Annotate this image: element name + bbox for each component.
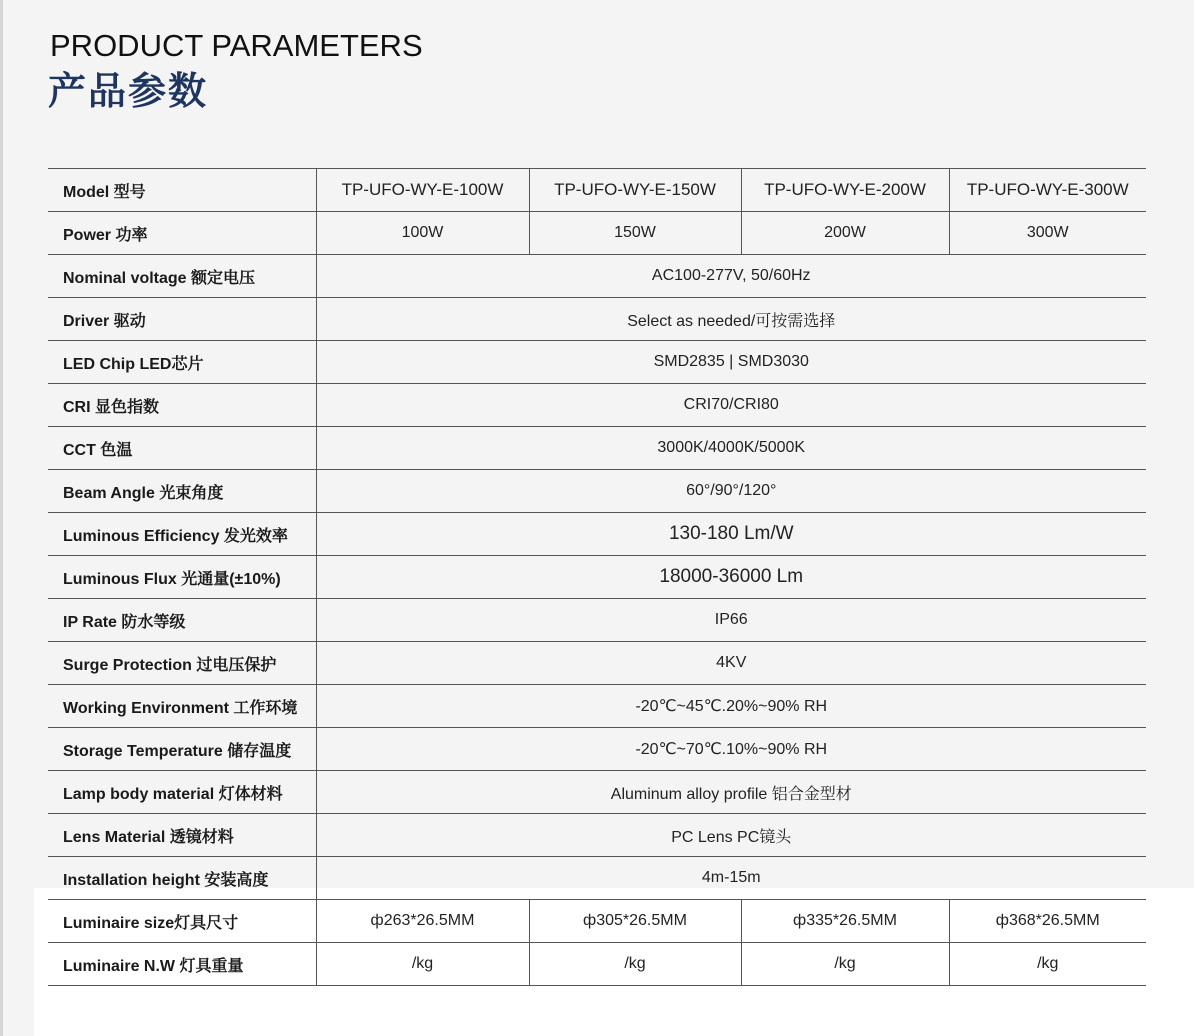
page-title-english: PRODUCT PARAMETERS — [50, 28, 423, 63]
row-label: Nominal voltage 额定电压 — [48, 255, 316, 298]
table-row-storage-temperature — [48, 728, 1146, 771]
row-value: Select as needed/可按需选择 — [316, 298, 1146, 341]
model-150w: TP-UFO-WY-E-150W — [529, 169, 741, 212]
table-row-installation-height — [48, 857, 1146, 900]
row-value: 60°/90°/120° — [316, 470, 1146, 513]
row-label: Model 型号 — [48, 169, 316, 212]
row-label: Storage Temperature 储存温度 — [48, 728, 316, 771]
weight-200w: /kg — [741, 943, 949, 986]
weight-150w: /kg — [529, 943, 741, 986]
size-150w: ф305*26.5MM — [529, 900, 741, 943]
row-label: Installation height 安装高度 — [48, 857, 316, 900]
table-row-model — [48, 169, 1146, 212]
row-label: Driver 驱动 — [48, 298, 316, 341]
row-value: Aluminum alloy profile 铝合金型材 — [316, 771, 1146, 814]
table-row-beam-angle — [48, 470, 1146, 513]
row-label: Beam Angle 光束角度 — [48, 470, 316, 513]
table-row-luminaire-weight — [48, 943, 1146, 986]
weight-300w: /kg — [949, 943, 1146, 986]
table-row-surge-protection — [48, 642, 1146, 685]
row-value: 18000-36000 Lm — [316, 556, 1146, 599]
row-value: CRI70/CRI80 — [316, 384, 1146, 427]
table-row-luminous-flux — [48, 556, 1146, 599]
row-label: Surge Protection 过电压保护 — [48, 642, 316, 685]
row-label: IP Rate 防水等级 — [48, 599, 316, 642]
table-row-lamp-body-material — [48, 771, 1146, 814]
size-200w: ф335*26.5MM — [741, 900, 949, 943]
power-300w: 300W — [949, 212, 1146, 255]
page-title-chinese: 产品参数 — [48, 71, 209, 113]
row-value: 130-180 Lm/W — [316, 513, 1146, 556]
row-label: CRI 显色指数 — [48, 384, 316, 427]
table-row-cri — [48, 384, 1146, 427]
row-label: LED Chip LED芯片 — [48, 341, 316, 384]
row-label: Power 功率 — [48, 212, 316, 255]
row-value: 3000K/4000K/5000K — [316, 427, 1146, 470]
weight-100w: /kg — [316, 943, 529, 986]
row-value: 4KV — [316, 642, 1146, 685]
row-label: Luminaire N.W 灯具重量 — [48, 943, 316, 986]
page-edge — [0, 0, 3, 1036]
row-label: Lamp body material 灯体材料 — [48, 771, 316, 814]
size-300w: ф368*26.5MM — [949, 900, 1146, 943]
table-row-lens-material — [48, 814, 1146, 857]
row-label: Luminous Efficiency 发光效率 — [48, 513, 316, 556]
parameters-table — [48, 168, 1146, 986]
table-row-nominal-voltage — [48, 255, 1146, 298]
row-value: IP66 — [316, 599, 1146, 642]
row-label: Working Environment 工作环境 — [48, 685, 316, 728]
model-100w: TP-UFO-WY-E-100W — [316, 169, 529, 212]
row-value: -20℃~70℃.10%~90% RH — [316, 728, 1146, 771]
model-300w: TP-UFO-WY-E-300W — [949, 169, 1146, 212]
table-row-ip-rate — [48, 599, 1146, 642]
table-row-luminous-efficiency — [48, 513, 1146, 556]
row-label: CCT 色温 — [48, 427, 316, 470]
model-200w: TP-UFO-WY-E-200W — [741, 169, 949, 212]
table-row-luminaire-size — [48, 900, 1146, 943]
power-150w: 150W — [529, 212, 741, 255]
row-label: Luminaire size灯具尺寸 — [48, 900, 316, 943]
size-100w: ф263*26.5MM — [316, 900, 529, 943]
row-value: 4m-15m — [316, 857, 1146, 900]
row-label: Luminous Flux 光通量(±10%) — [48, 556, 316, 599]
row-label: Lens Material 透镜材料 — [48, 814, 316, 857]
table-row-power — [48, 212, 1146, 255]
row-value: SMD2835 | SMD3030 — [316, 341, 1146, 384]
table-row-cct — [48, 427, 1146, 470]
power-200w: 200W — [741, 212, 949, 255]
row-value: -20℃~45℃.20%~90% RH — [316, 685, 1146, 728]
table-row-led-chip — [48, 341, 1146, 384]
table-row-working-environment — [48, 685, 1146, 728]
table-row-driver — [48, 298, 1146, 341]
row-value: AC100-277V, 50/60Hz — [316, 255, 1146, 298]
power-100w: 100W — [316, 212, 529, 255]
row-value: PC Lens PC镜头 — [316, 814, 1146, 857]
